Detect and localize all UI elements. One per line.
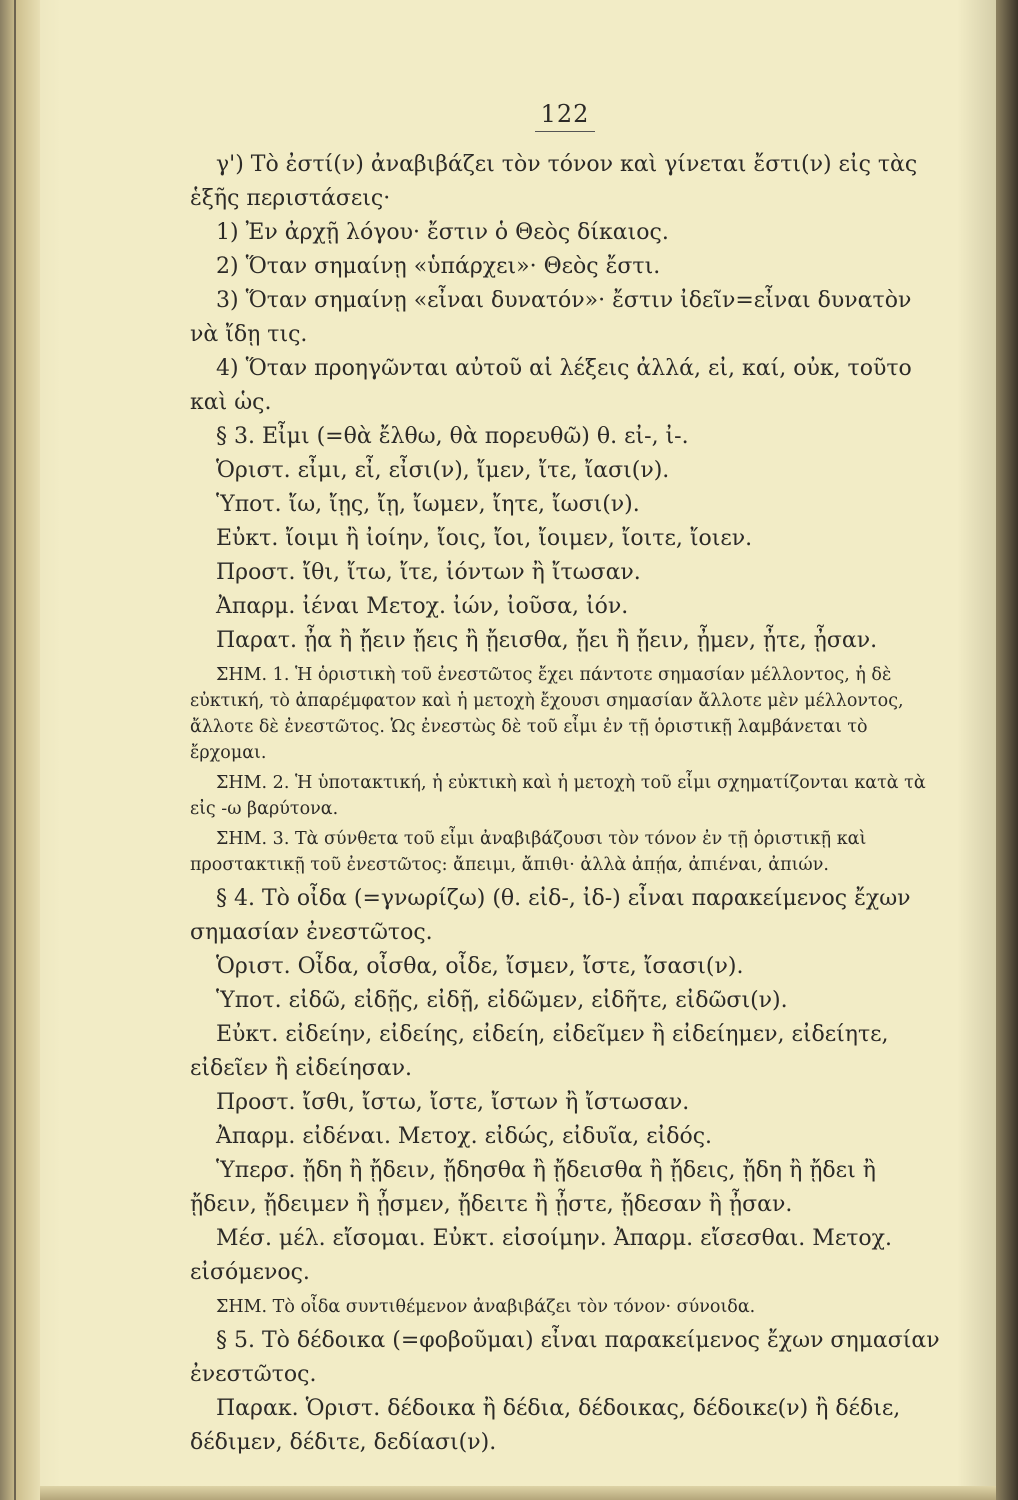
oida-subjunctive: Ὑποτ. εἰδῶ, εἰδῇς, εἰδῇ, εἰδῶμεν, εἰδῆτε, εἰδῶσι(ν). bbox=[216, 988, 788, 1013]
eimi-optative: Εὐκτ. ἴοιμι ἢ ἰοίην, ἴοις, ἴοι, ἴοιμεν, ἴοιτε, ἴοιεν. bbox=[216, 526, 753, 551]
list-item-4: 4) Ὅταν προηγῶνται αὐτοῦ αἱ λέξεις ἀλλά, εἰ, καί, οὐκ, τοῦτο καὶ ὡς. bbox=[190, 356, 912, 415]
eimi-indicative: Ὁριστ. εἶμι, εἶ, εἶσι(ν), ἴμεν, ἴτε, ἴασι(ν). bbox=[216, 458, 670, 483]
eimi-subjunctive: Ὑποτ. ἴω, ἴῃς, ἴῃ, ἴωμεν, ἴητε, ἴωσι(ν). bbox=[216, 492, 640, 517]
paragraph-gamma: γ') Τὸ ἐστί(ν) ἀναβιβάζει τὸν τόνον καὶ γίνεται ἔστι(ν) εἰς τὰς ἑξῆς περιστάσεις· bbox=[190, 152, 918, 211]
oida-future: Μέσ. μέλ. εἴσομαι. Εὐκτ. εἰσοίμην. Ἀπαρμ. εἴσεσθαι. Μετοχ. εἰσόμενος. bbox=[190, 1226, 892, 1285]
dedoika-perfect: Παρακ. Ὁριστ. δέδοικα ἢ δέδια, δέδοικας, δέδοικε(ν) ἢ δέδιε, δέδιμεν, δέδιτε, δεδίασι(ν). bbox=[190, 1396, 901, 1455]
eimi-infinitive-participle: Ἀπαρμ. ἰέναι Μετοχ. ἰών, ἰοῦσα, ἰόν. bbox=[216, 594, 629, 619]
section-3-heading: § 3. Εἶμι (=θὰ ἔλθω, θὰ πορευθῶ) θ. εἰ-, ἰ-. bbox=[216, 424, 689, 449]
spine-line bbox=[14, 0, 16, 1500]
oida-imperative: Προστ. ἴσθι, ἴστω, ἴστε, ἴστων ἢ ἴστωσαν. bbox=[216, 1090, 690, 1115]
oida-indicative: Ὁριστ. Οἶδα, οἶσθα, οἶδε, ἴσμεν, ἴστε, ἴσασι(ν). bbox=[216, 954, 744, 979]
oida-infinitive-participle: Ἀπαρμ. εἰδέναι. Μετοχ. εἰδώς, εἰδυῖα, εἰδός. bbox=[216, 1124, 713, 1149]
page-text bbox=[190, 100, 940, 1460]
list-item-1: 1) Ἐν ἀρχῇ λόγου· ἔστιν ὁ Θεὸς δίκαιος. bbox=[216, 220, 669, 245]
note-oida: ΣΗΜ. Τὸ οἶδα συντιθέμενον ἀναβιβάζει τὸν τόνον· σύνοιδα. bbox=[216, 1297, 756, 1317]
oida-optative: Εὐκτ. εἰδείην, εἰδείης, εἰδείη, εἰδεῖμεν ἢ εἰδείημεν, εἰδείητε, εἰδεῖεν ἢ εἰδείησαν. bbox=[190, 1022, 889, 1081]
eimi-imperfect: Παρατ. ᾖα ἢ ᾔειν ᾔεις ἢ ᾔεισθα, ᾔει ἢ ᾔειν, ᾖμεν, ᾖτε, ᾖσαν. bbox=[216, 628, 878, 653]
book-spine bbox=[0, 0, 40, 1500]
section-4-heading: § 4. Τὸ οἶδα (=γνωρίζω) (θ. εἰδ-, ἰδ-) εἶναι παρακείμενος ἔχων σημασίαν ἐνεστῶτος. bbox=[190, 886, 911, 945]
list-item-3: 3) Ὅταν σημαίνῃ «εἶναι δυνατόν»· ἔστιν ἰδεῖν=εἶναι δυνατὸν νὰ ἴδῃ τις. bbox=[190, 288, 912, 347]
page-edge-bottom bbox=[40, 1486, 996, 1500]
note-1: ΣΗΜ. 1. Ἡ ὁριστικὴ τοῦ ἐνεστῶτος ἔχει πάντοτε σημασίαν μέλλοντος, ἡ δὲ εὐκτική, τὸ ἀπαρέμφατον καὶ ἡ μετοχὴ ἔχουσι σημασίαν ἄλλοτε μὲν μέλλοντος, ἄλλοτε δὲ ἐνεστῶτος. Ὡς ἐνεστὼς δὲ τοῦ εἶμι ἐν τῇ ὁριστικῇ λαμβάνεται τὸ ἔρχομαι. bbox=[190, 665, 904, 763]
page-edge-right bbox=[996, 0, 1018, 1500]
list-item-2: 2) Ὅταν σημαίνῃ «ὑπάρχει»· Θεὸς ἔστι. bbox=[216, 254, 661, 279]
page-number: 122 bbox=[535, 100, 595, 132]
eimi-imperative: Προστ. ἴθι, ἴτω, ἴτε, ἰόντων ἢ ἴτωσαν. bbox=[216, 560, 641, 585]
note-3: ΣΗΜ. 3. Τὰ σύνθετα τοῦ εἶμι ἀναβιβάζουσι τὸν τόνον ἐν τῇ ὁριστικῇ καὶ προστακτικῇ τοῦ ἐνεστῶτος: ἄπειμι, ἄπιθι· ἀλλὰ ἀπῄα, ἀπιέναι, ἀπιών. bbox=[190, 829, 867, 875]
section-5-heading: § 5. Τὸ δέδοικα (=φοβοῦμαι) εἶναι παρακείμενος ἔχων σημασίαν ἐνεστῶτος. bbox=[190, 1328, 940, 1387]
oida-pluperfect: Ὑπερσ. ᾔδη ἢ ᾔδειν, ᾔδησθα ἢ ᾔδεισθα ἢ ᾔδεις, ᾔδη ἢ ᾔδει ἢ ᾔδειν, ᾔδειμεν ἢ ᾖσμεν, ᾔδειτε ἢ ᾖστε, ᾔδεσαν ἢ ᾖσαν. bbox=[190, 1158, 876, 1217]
note-2: ΣΗΜ. 2. Ἡ ὑποτακτική, ἡ εὐκτικὴ καὶ ἡ μετοχὴ τοῦ εἶμι σχηματίζονται κατὰ τὰ εἰς -ω βαρύτονα. bbox=[190, 773, 926, 819]
